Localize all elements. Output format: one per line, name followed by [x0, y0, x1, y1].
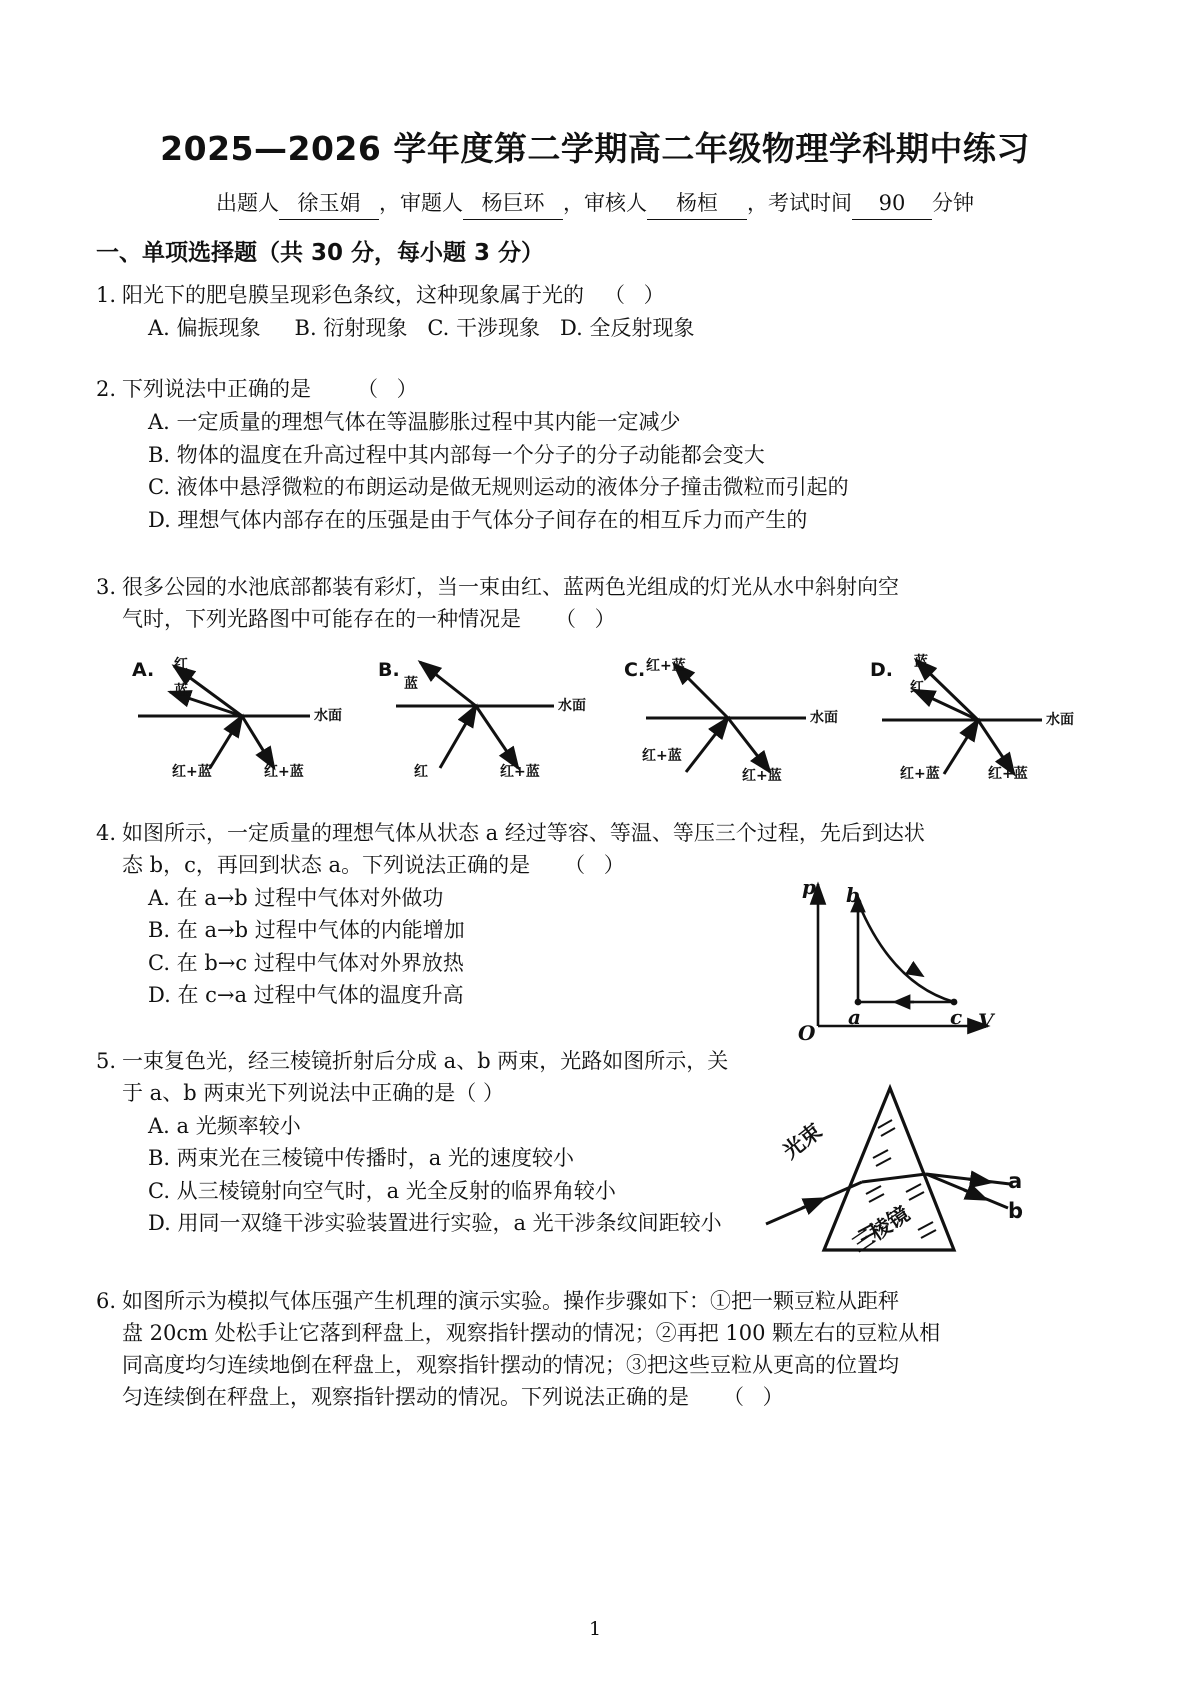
meta-comma-3: ， — [747, 191, 768, 216]
option-b[interactable]: B. 两束光在三棱镜中传播时，a 光的速度较小 — [148, 1146, 574, 1171]
section-heading-choice: 一、单项选择题（共 30 分，每小题 3 分） — [96, 239, 545, 266]
prism-ray-a-label: a — [1008, 1169, 1023, 1193]
question-1-number: 1. — [96, 282, 117, 307]
reviewer-value: 杨巨环 — [463, 189, 563, 219]
question-6-text-line2: 盘 20cm 处松手让它落到秤盘上，观察指针摆动的情况；②再把 100 颗左右的豆粒从相 — [122, 1320, 941, 1345]
question-6-answer-bracket: （ ） — [723, 1384, 790, 1409]
option-d[interactable]: D. 全反射现象 — [560, 315, 695, 340]
pv-point-b-label: b — [846, 883, 860, 907]
diagram-d-up-label-2: 红 — [910, 680, 924, 696]
question-4-text-line2: 态 b，c，再回到状态 a。下列说法正确的是 — [122, 852, 531, 877]
diagram-a-up-label-2: 蓝 — [174, 683, 188, 699]
question-5-number: 5. — [96, 1049, 117, 1073]
diagram-c-up-label-1: 红+蓝 — [646, 658, 686, 674]
setter-label: 出题人 — [216, 191, 279, 216]
setter-value: 徐玉娟 — [279, 189, 379, 219]
checker-value: 杨桓 — [647, 189, 747, 219]
diagram-a-up-label-1: 红 — [174, 657, 188, 673]
question-4-number: 4. — [96, 821, 117, 845]
question-1-text: 阳光下的肥皂膜呈现彩色条纹，这种现象属于光的 — [122, 282, 584, 307]
question-6-line3 — [96, 1350, 1094, 1382]
diagram-c-label: C. — [624, 659, 646, 681]
question-6-line4 — [96, 1382, 1094, 1414]
option-d[interactable]: D. 在 c→a 过程中气体的温度升高 — [148, 983, 464, 1008]
option-d[interactable]: D. 用同一双缝干涉实验装置进行实验，a 光干涉条纹间距较小 — [148, 1211, 722, 1236]
question-3-number: 3. — [96, 575, 117, 600]
diagram-c-down-label-1: 红+蓝 — [642, 748, 682, 764]
diagram-d-down-label-1: 红+蓝 — [900, 766, 940, 782]
question-6-text-line1: 如图所示为模拟气体压强产生机理的演示实验。操作步骤如下：①把一颗豆粒从距秤 — [122, 1289, 899, 1313]
question-4-text-line1: 如图所示，一定质量的理想气体从状态 a 经过等容、等温、等压三个过程，先后到达状 — [122, 821, 925, 845]
diagram-b-down-label-1: 红 — [414, 764, 428, 780]
optics-diagram-a — [132, 650, 348, 778]
option-b[interactable]: B. 衍射现象 — [294, 315, 408, 340]
option-d[interactable]: D. 理想气体内部存在的压强是由于气体分子间存在的相互斥力而产生的 — [148, 507, 808, 532]
option-c[interactable]: C. 干涉现象 — [427, 315, 540, 340]
question-2 — [96, 374, 1094, 536]
question-4-stem — [96, 818, 1094, 850]
question-6-number: 6. — [96, 1289, 117, 1313]
diagram-d-surface-label: 水面 — [1046, 712, 1074, 728]
option-a[interactable]: A. 一定质量的理想气体在等温膨胀过程中其内能一定减少 — [148, 410, 681, 434]
diagram-d-up-label-1: 蓝 — [914, 654, 928, 670]
question-6-text-line3: 同高度均匀连续地倒在秤盘上，观察指针摆动的情况；③把这些豆粒从更高的位置均 — [122, 1352, 899, 1377]
question-4-answer-bracket: （ ） — [564, 852, 631, 877]
question-3-stem — [96, 572, 1094, 604]
diagram-a-label: A. — [132, 659, 155, 681]
duration-unit: 分钟 — [932, 191, 974, 216]
prism-diagram — [758, 1074, 1024, 1264]
question-6-text-line4: 匀连续倒在秤盘上，观察指针摆动的情况。下列说法正确的是 — [122, 1384, 689, 1409]
optics-diagram-d — [870, 650, 1086, 782]
pv-point-c-label: c — [950, 1005, 963, 1029]
option-c[interactable]: C. 液体中悬浮微粒的布朗运动是做无规则运动的液体分子撞击微粒而引起的 — [148, 475, 849, 500]
prism-beam-label: 光束 — [778, 1118, 827, 1164]
diagram-a-surface-label: 水面 — [314, 708, 342, 724]
option-a[interactable]: A. 在 a→b 过程中气体对外做功 — [148, 885, 444, 910]
exam-meta-line — [96, 189, 1094, 219]
checker-label: 审核人 — [584, 191, 647, 216]
question-3-answer-bracket: （ ） — [555, 607, 622, 632]
question-3-stem-cont — [96, 604, 1094, 636]
option-b[interactable]: B. 物体的温度在升高过程中其内部每一个分子的分子动能都会变大 — [148, 442, 765, 467]
diagram-b-up-label-1: 蓝 — [404, 676, 418, 692]
diagram-c-surface-label: 水面 — [810, 710, 838, 726]
question-5-stem-cont — [96, 1078, 796, 1110]
optics-diagram-b — [378, 650, 594, 778]
duration-value: 90 — [852, 189, 932, 219]
diagram-b-label: B. — [378, 659, 400, 681]
diagram-d-down-label-2: 红+蓝 — [988, 766, 1028, 782]
question-6-stem — [96, 1286, 1094, 1318]
prism-body-label: 三棱镜 — [848, 1201, 914, 1257]
diagram-b-down-label-2: 红+蓝 — [500, 764, 540, 780]
option-c[interactable]: C. 在 b→c 过程中气体对外界放热 — [148, 950, 464, 975]
question-5-stem — [96, 1046, 796, 1078]
question-2-stem — [96, 374, 1094, 406]
question-2-answer-bracket: （ ） — [357, 377, 424, 402]
diagram-d-label: D. — [870, 659, 893, 681]
pv-diagram-svg — [792, 866, 998, 1041]
question-1 — [96, 280, 1094, 344]
question-5-text-line1: 一束复色光，经三棱镜折射后分成 a、b 两束，光路如图所示，关 — [122, 1049, 729, 1073]
question-3-text-line2: 气时，下列光路图中可能存在的一种情况是 — [122, 607, 521, 632]
question-6 — [96, 1286, 1094, 1414]
diagram-c-down-label-2: 红+蓝 — [742, 768, 782, 784]
question-1-options — [96, 312, 1094, 345]
question-2-text: 下列说法中正确的是 — [122, 377, 311, 402]
question-4 — [96, 818, 1094, 1045]
question-5-text-line2: 于 a、b 两束光下列说法中正确的是（ ） — [122, 1080, 504, 1105]
question-5 — [96, 1046, 1094, 1257]
question-1-answer-bracket: （ ） — [604, 282, 671, 307]
question-3-diagram-row — [96, 650, 1094, 784]
pv-y-axis-label: p — [802, 875, 816, 899]
diagram-a-down-label-2: 红+蓝 — [264, 764, 304, 780]
meta-comma-1: ， — [379, 191, 400, 216]
diagram-b-surface-label: 水面 — [558, 698, 586, 714]
question-5-body — [96, 1046, 796, 1240]
meta-comma-2: ， — [563, 191, 584, 216]
pv-x-axis-label: V — [978, 1009, 994, 1033]
reviewer-label: 审题人 — [400, 191, 463, 216]
option-a[interactable]: A. a 光频率较小 — [148, 1113, 301, 1138]
question-3 — [96, 572, 1094, 784]
question-3-text-line1: 很多公园的水池底部都装有彩灯，当一束由红、蓝两色光组成的灯光从水中斜射向空 — [122, 575, 899, 600]
prism-ray-b-label: b — [1008, 1199, 1024, 1223]
pv-origin-label: O — [798, 1021, 816, 1045]
optics-diagram-c — [624, 650, 840, 784]
question-1-stem — [96, 280, 1094, 312]
option-c[interactable]: C. 从三棱镜射向空气时，a 光全反射的临界角较小 — [148, 1178, 616, 1203]
duration-label: 考试时间 — [768, 191, 852, 216]
page-title: 2025—2026 学年度第二学期高二年级物理学科期中练习 — [160, 129, 1030, 168]
diagram-a-down-label-1: 红+蓝 — [172, 764, 212, 780]
pv-diagram — [792, 866, 998, 1045]
pv-point-a-label: a — [848, 1005, 861, 1029]
option-a[interactable]: A. 偏振现象 — [148, 315, 261, 340]
question-2-number: 2. — [96, 377, 117, 402]
option-b[interactable]: B. 在 a→b 过程中气体的内能增加 — [148, 918, 465, 943]
question-6-line2 — [96, 1318, 1094, 1350]
page-number: 1 — [588, 1618, 602, 1640]
